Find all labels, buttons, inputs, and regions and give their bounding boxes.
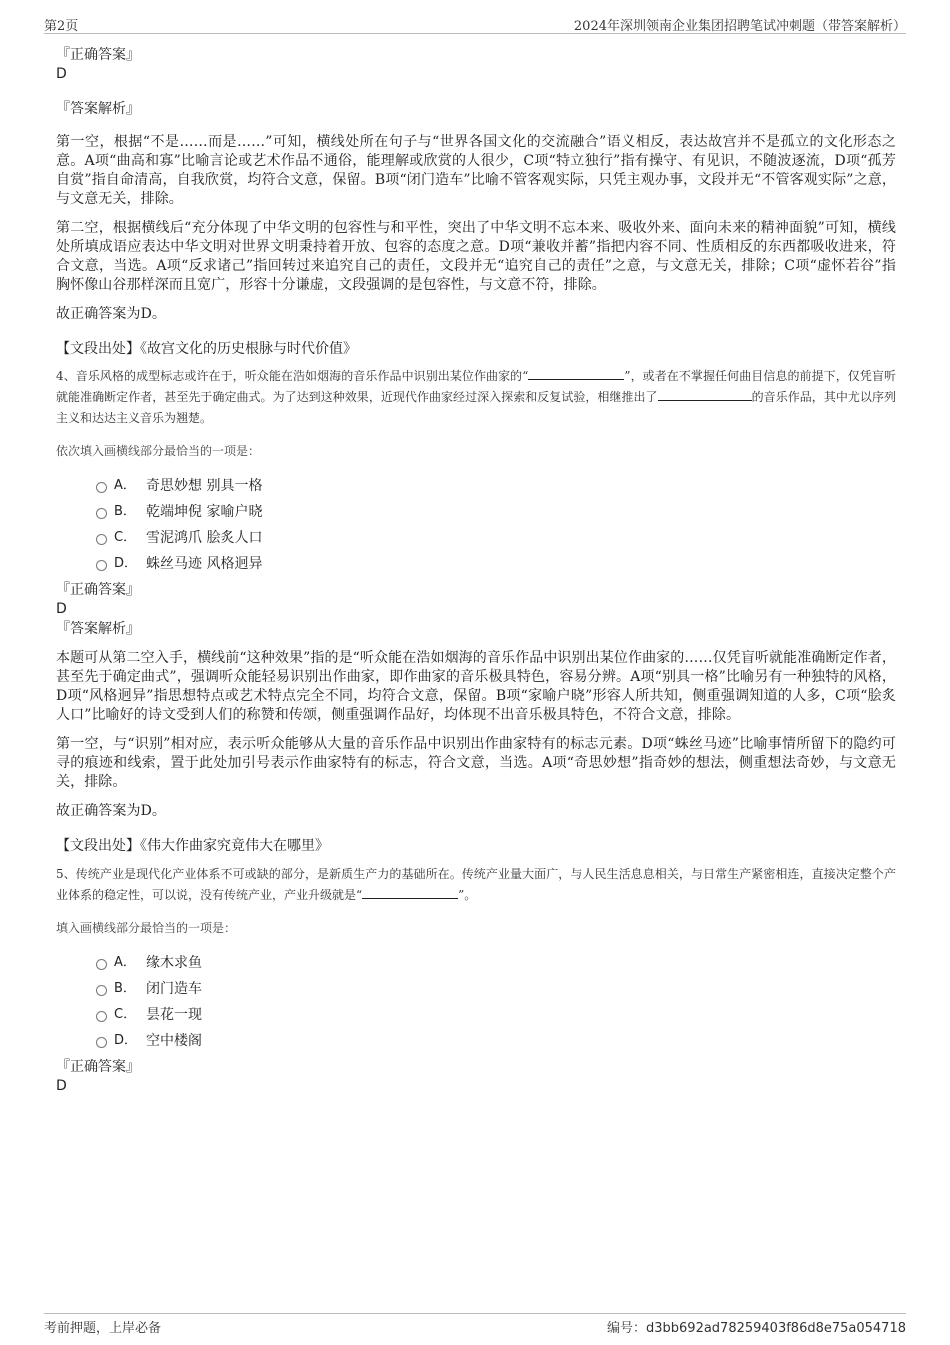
option-letter: B． [114,504,136,519]
radio-button[interactable] [96,534,107,545]
answer-label: 『正确答案』 [56,47,140,63]
answer-value: D [56,1078,67,1094]
option-a[interactable] [56,473,896,499]
option-text: 缘木求鱼 [146,955,202,971]
radio-button[interactable] [96,1037,107,1048]
document-body [56,46,896,1095]
fill-blank [362,886,458,899]
footer-slogan: 考前押题，上岸必备 [44,1321,162,1336]
analysis-paragraph: 第一空，根据“不是……而是……”可知，横线处所在句子与“世界各国文化的交流融合”语义相反，表达故宫并不是孤立的文化形态之意。A项“曲高和寡”比喻言论或艺术作品不通俗，能理解或欣赏的人很少，C项“特立独行”指有操守、有见识，不随波逐流，D项“孤芳自赏”指自命清高，自我欣赏，均符合文意，保留。B项“闭门造车”比喻不管客观实际，只凭主观办事，文段并无“不管客观实际”之意，与文意无关，排除。 [56,134,896,207]
analysis-conclusion: 故正确答案为D。 [56,803,167,819]
analysis-label: 『答案解析』 [56,621,140,637]
option-c[interactable] [56,1002,896,1028]
document-title: 2024年深圳领南企业集团招聘笔试冲刺题（带答案解析） [573,19,906,34]
answer-value: D [56,601,67,617]
option-letter: C． [114,530,137,545]
option-b[interactable] [56,976,896,1002]
radio-button[interactable] [96,482,107,493]
question-stem [56,864,896,906]
option-letter: A． [114,478,136,493]
option-text: 空中楼阁 [146,1033,202,1049]
fill-blank [528,367,624,380]
radio-button[interactable] [96,508,107,519]
option-d[interactable] [56,551,896,577]
answer-label: 『正确答案』 [56,582,140,598]
radio-button[interactable] [96,959,107,970]
option-letter: D． [114,556,138,571]
analysis-paragraph: 本题可从第二空入手，横线前“这种效果”指的是“听众能在浩如烟海的音乐作品中识别出某位作曲家的……仅凭盲听就能准确断定作者，甚至先于确定曲式”，强调听众能轻易识别出作曲家，即作曲家的音乐极具特色，容易分辨。A项“别具一格”比喻另有一种独特的风格，D项“风格迥异”指思想特点或艺术特点完全不同，均符合文意，保留。B项“家喻户晓”形容人所共知，侧重强调知道的人多，C项“脍炙人口”比喻好的诗文受到人们的称赞和传颂，侧重强调作品好，均体现不出音乐极具特色，不符合文意，排除。 [56,650,896,723]
option-list [56,950,896,1054]
answer-value: D [56,66,67,82]
option-letter: D． [114,1033,138,1048]
stem-part: 5、传统产业是现代化产业体系不可或缺的部分，是新质生产力的基础所在。传统产业量大面广，与人民生活息息相关，与日常生产紧密相连，直接决定整个产业体系的稳定性，可以说，没有传统产业，产业升级就是“ [56,867,896,902]
question-prompt: 填入画横线部分最恰当的一项是： [56,921,237,935]
option-text: 蛛丝马迹 风格迥异 [146,556,263,572]
option-letter: C． [114,1007,137,1022]
analysis-paragraph: 第一空，与“识别”相对应，表示听众能够从大量的音乐作品中识别出作曲家特有的标志元素。D项“蛛丝马迹”比喻事情所留下的隐约可寻的痕迹和线索，置于此处加引号表示作曲家特有的标志，符合文意，当选。A项“奇思妙想”指奇妙的想法，侧重想法奇妙，与文意无关，排除。 [56,736,896,790]
option-letter: B． [114,981,136,996]
analysis-paragraph: 第二空，根据横线后“充分体现了中华文明的包容性与和平性，突出了中华文明不忘本来、吸收外来、面向未来的精神面貌”可知，横线处所填成语应表达中华文明对世界文明秉持着开放、包容的态度之意。D项“兼收并蓄”指把内容不同、性质相反的东西都吸收进来，符合文意，当选。A项“反求诸己”指回转过来追究自己的责任，文段并无“追究自己的责任”之意，与文意无关，排除；C项“虚怀若谷”指胸怀像山谷那样深而且宽广，形容十分谦虚，文段强调的是包容性，与文意不符，排除。 [56,220,896,293]
answer-label: 『正确答案』 [56,1059,140,1075]
stem-part: 4、音乐风格的成型标志或许在于，听众能在浩如烟海的音乐作品中识别出某位作曲家的“ [56,369,529,383]
fill-blank [658,388,752,401]
radio-button[interactable] [96,560,107,571]
analysis-conclusion: 故正确答案为D。 [56,306,167,322]
analysis-label: 『答案解析』 [56,101,140,117]
stem-part: 的音乐作品，其中尤以序列主义和达达主义音乐为翘楚。 [56,390,896,425]
option-a[interactable] [56,950,896,976]
option-d[interactable] [56,1028,896,1054]
page-header [44,13,906,34]
question-stem [56,366,896,429]
option-text: 雪泥鸿爪 脍炙人口 [146,530,263,546]
option-b[interactable] [56,499,896,525]
option-text: 乾端坤倪 家喻户晓 [146,504,263,520]
page-number: 第2页 [44,19,79,34]
question-prompt: 依次填入画横线部分最恰当的一项是： [56,444,261,458]
option-text: 奇思妙想 别具一格 [146,478,263,494]
stem-part: ”。 [458,888,477,902]
source-citation: 【文段出处】《伟大作曲家究竟伟大在哪里》 [56,838,329,854]
option-text: 昙花一现 [146,1007,202,1023]
option-c[interactable] [56,525,896,551]
radio-button[interactable] [96,1011,107,1022]
option-list [56,473,896,577]
code-label: 编号： [606,1321,646,1336]
page-footer [44,1313,906,1336]
radio-button[interactable] [96,985,107,996]
option-text: 闭门造车 [146,981,202,997]
stem-part: ”，或者在不掌握任何曲目信息的前提下，仅凭盲听就能准确断定作者，甚至先于确定曲式。为了达到这种效果，近现代作曲家经过深入探索和反复试验，相继推出了 [56,369,896,404]
code-value: d3bb692ad78259403f86d8e75a054718 [646,1321,906,1336]
option-letter: A． [114,955,136,970]
document-code [607,1317,906,1336]
source-citation: 【文段出处】《故宫文化的历史根脉与时代价值》 [56,341,357,357]
